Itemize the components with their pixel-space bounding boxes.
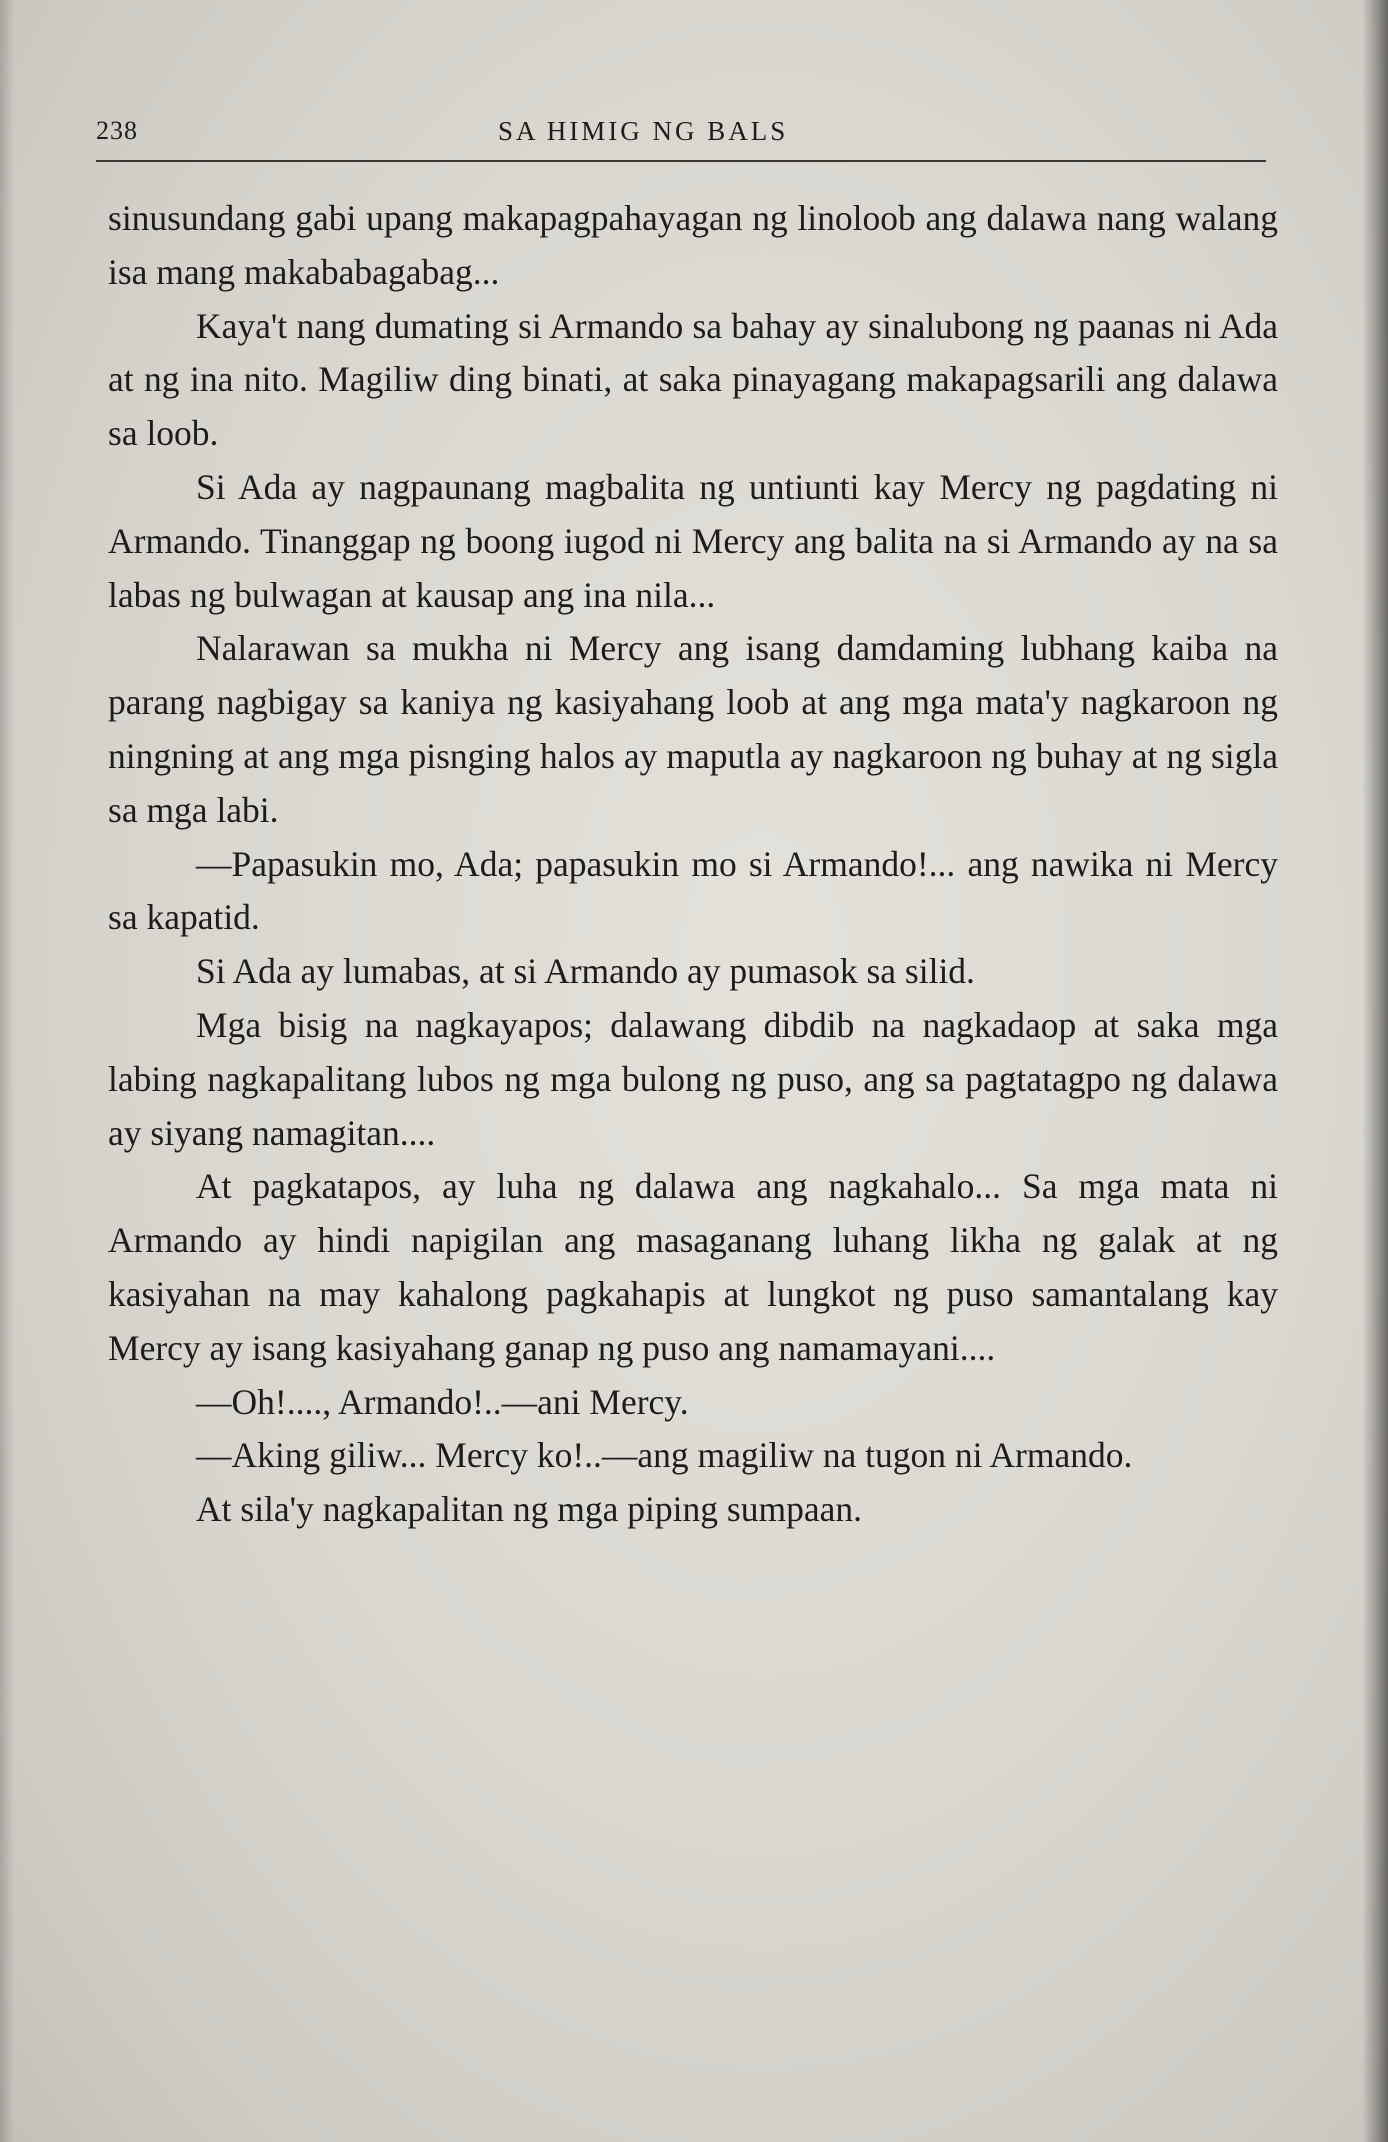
paragraph: At pagkatapos, ay luha ng dalawa ang nagkahalo... Sa mga mata ni Armando ay hindi napigilan ang masaganang luhang likha ng galak at ng kasiyahan na may kahalong pagkahapis at lungkot ng puso samantalang kay Mercy ay isang kasiyahang ganap ng puso ang namamayani.... [108,1166,1278,1368]
paragraph: Si Ada ay nagpaunang magbalita ng untiunti kay Mercy ng pagdating ni Armando. Tinanggap ng boong iugod ni Mercy ang balita na si Armando ay na sa labas ng bulwagan at kausap ang ina nila... [108,466,1278,615]
paragraph: Nalarawan sa mukha ni Mercy ang isang damdaming lubhang kaiba na parang nagbigay sa kaniya ng kasiyahang loob at ang mga mata'y nagkaroon ng ningning at ang mga pisnging halos ay maputla ay nagkaroon ng buhay at ng sigla sa mga labi. [108,628,1278,830]
paragraph: Kaya't nang dumating si Armando sa bahay ay sinalubong ng paanas ni Ada at ng ina nito. Magiliw ding binati, at saka pinayagang makapagsarili ang dalawa sa loob. [108,305,1278,454]
dialogue-paragraph: —Aking giliw... Mercy ko!..—ang magiliw na tugon ni Armando. [196,1435,1133,1476]
paragraph: Mga bisig na nagkayapos; dalawang dibdib na nagkadaop at saka mga labing nagkapalitang lubos ng mga bulong ng puso, ang sa pagtatagpo ng dalawa ay siyang namagitan.... [108,1004,1278,1153]
page-number: 238 [96,116,138,145]
running-head: SA HIMIG NG BALS [498,116,789,146]
paragraph: At sila'y nagkapalitan ng mga piping sumpaan. [196,1489,862,1530]
dialogue-paragraph: —Oh!...., Armando!..—ani Mercy. [196,1381,689,1422]
page-left-edge-shadow [0,0,14,2142]
page-right-edge-shadow [1362,0,1388,2142]
paragraph-continuation: sinusundang gabi upang makapagpahayagan ng linoloob ang dalawa nang walang isa mang makababagabag... [108,198,1278,292]
paragraph: Si Ada ay lumabas, at si Armando ay pumasok sa silid. [196,951,975,992]
page-header [96,108,1266,156]
dialogue-paragraph: —Papasukin mo, Ada; papasukin mo si Armando!... ang nawika ni Mercy sa kapatid. [108,843,1278,938]
header-rule [96,160,1266,162]
body-text [108,192,1278,1537]
